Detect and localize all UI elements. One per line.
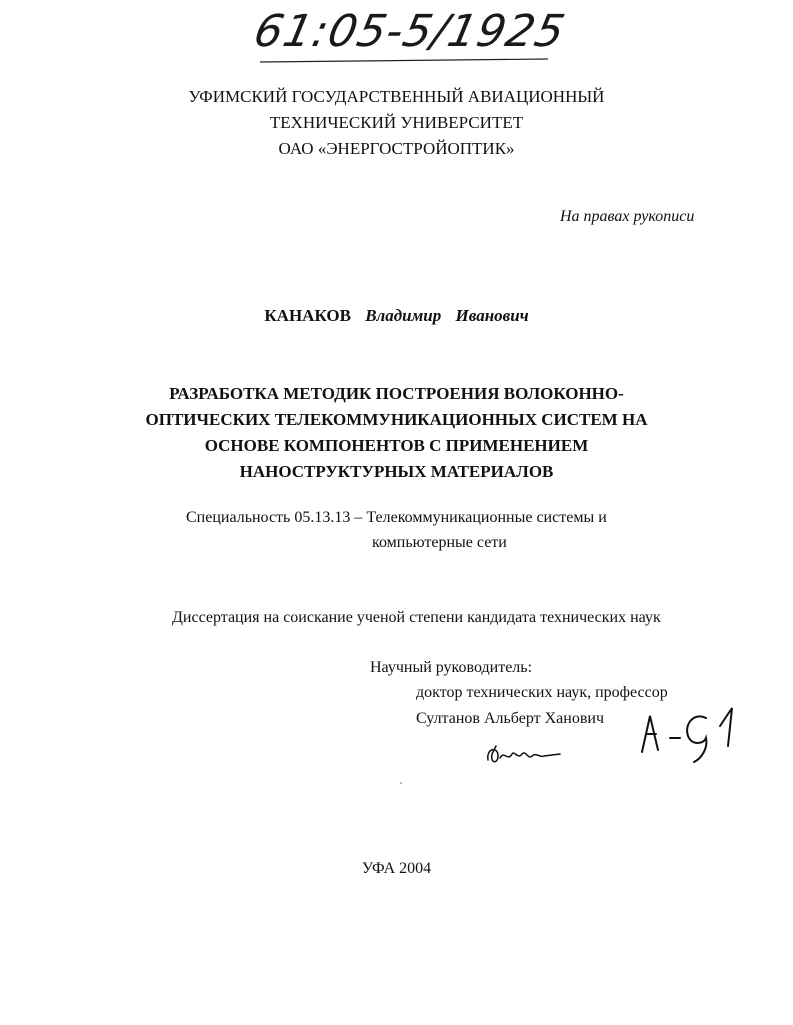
archive-number-underline xyxy=(258,56,558,66)
dissertation-title xyxy=(0,381,793,485)
title-line-2: ОПТИЧЕСКИХ ТЕЛЕКОММУНИКАЦИОННЫХ СИСТЕМ НА xyxy=(145,410,648,429)
degree-statement: Диссертация на соискание ученой степени кандидата технических наук xyxy=(172,609,661,626)
manuscript-note: На правах рукописи xyxy=(560,208,695,225)
institution-line-3: ОАО «ЭНЕРГОСТРОЙОПТИК» xyxy=(278,139,515,158)
handwritten-mark xyxy=(636,700,746,770)
author-name xyxy=(0,306,793,326)
supervisor-label: Научный руководитель: xyxy=(370,659,533,676)
title-line-4: НАНОСТРУКТУРНЫХ МАТЕРИАЛОВ xyxy=(239,462,554,481)
signature xyxy=(484,740,574,770)
scan-speck xyxy=(400,782,402,784)
specialty-line-1: Специальность 05.13.13 – Телекоммуникационные системы и xyxy=(186,509,607,526)
author-first-name: Владимир xyxy=(365,306,442,325)
specialty-line-2: компьютерные сети xyxy=(372,534,507,551)
supervisor-name: Султанов Альберт Ханович xyxy=(416,710,604,727)
author-surname: КАНАКОВ xyxy=(264,306,351,325)
institution-line-1: УФИМСКИЙ ГОСУДАРСТВЕННЫЙ АВИАЦИОННЫЙ xyxy=(188,87,605,106)
supervisor-degree: доктор технических наук, профессор xyxy=(416,684,668,701)
city-year: УФА 2004 xyxy=(361,860,432,877)
archive-number: 61:05-5/1925 xyxy=(249,6,570,57)
author-patronymic: Иванович xyxy=(455,306,529,325)
institution-line-2: ТЕХНИЧЕСКИЙ УНИВЕРСИТЕТ xyxy=(269,113,524,132)
title-line-1: РАЗРАБОТКА МЕТОДИК ПОСТРОЕНИЯ ВОЛОКОННО- xyxy=(169,384,624,403)
title-line-3: ОСНОВЕ КОМПОНЕНТОВ С ПРИМЕНЕНИЕМ xyxy=(204,436,589,455)
